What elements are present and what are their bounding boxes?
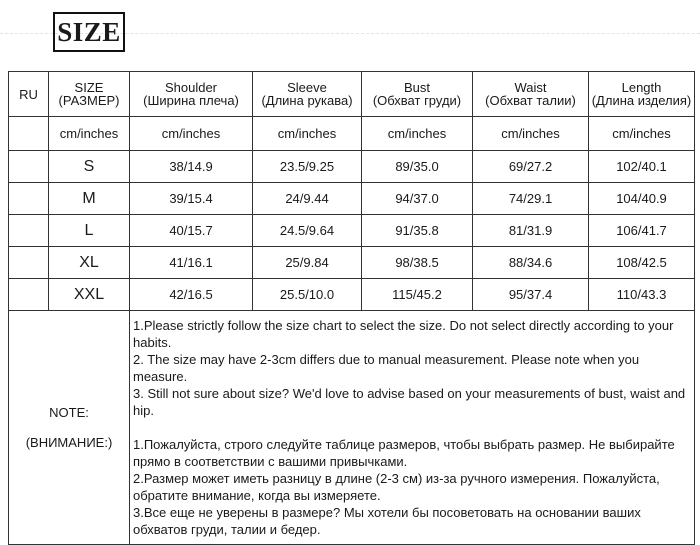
- row-blank: [9, 183, 49, 215]
- waist-cell: 69/27.2: [473, 151, 589, 183]
- sleeve-cell: 24.5/9.64: [253, 215, 362, 247]
- header-ru: RU: [9, 72, 49, 117]
- note-label-ru: (ВНИМАНИЕ:): [25, 434, 113, 450]
- shoulder-cell: 39/15.4: [130, 183, 253, 215]
- size-cell: XXL: [49, 279, 130, 311]
- row-blank: [9, 215, 49, 247]
- waist-cell: 95/37.4: [473, 279, 589, 311]
- sleeve-cell: 23.5/9.25: [253, 151, 362, 183]
- table-row: [9, 151, 695, 183]
- table-header-row: [9, 72, 695, 117]
- length-cell: 106/41.7: [589, 215, 695, 247]
- row-blank: [9, 279, 49, 311]
- header-shoulder: Shoulder (Ширина плеча): [130, 72, 253, 117]
- header-size: SIZE (РАЗМЕР): [49, 72, 130, 117]
- sleeve-cell: 25/9.84: [253, 247, 362, 279]
- row-blank: [9, 247, 49, 279]
- waist-cell: 81/31.9: [473, 215, 589, 247]
- unit-cell: cm/inches: [473, 117, 589, 151]
- shoulder-cell: 41/16.1: [130, 247, 253, 279]
- shoulder-cell: 38/14.9: [130, 151, 253, 183]
- table-row: [9, 183, 695, 215]
- shoulder-cell: 42/16.5: [130, 279, 253, 311]
- unit-cell: cm/inches: [49, 117, 130, 151]
- bust-cell: 94/37.0: [362, 183, 473, 215]
- header-bust: Bust (Обхват груди): [362, 72, 473, 117]
- waist-cell: 74/29.1: [473, 183, 589, 215]
- note-label-en: NOTE:: [49, 404, 89, 420]
- header-sleeve: Sleeve (Длина рукава): [253, 72, 362, 117]
- header-length: Length (Длина изделия): [589, 72, 695, 117]
- sleeve-cell: 25.5/10.0: [253, 279, 362, 311]
- unit-cell: cm/inches: [253, 117, 362, 151]
- size-cell: L: [49, 215, 130, 247]
- note-spacer: [133, 419, 686, 436]
- note-line-ru: 2.Размер может иметь разницу в длине (2-3 см) из-за ручного измерения. Пожалуйста, обратите внимание, когда вы измеряете.: [133, 471, 660, 503]
- page-title: SIZE: [53, 12, 125, 52]
- shoulder-cell: 40/15.7: [130, 215, 253, 247]
- bust-cell: 98/38.5: [362, 247, 473, 279]
- units-blank: [9, 117, 49, 151]
- units-row: [9, 117, 695, 151]
- note-line-ru: 1.Пожалуйста, строго следуйте таблице размеров, чтобы выбрать размер. Не выбирайте прямо в соответствии с вашими привычками.: [133, 437, 675, 469]
- size-cell: S: [49, 151, 130, 183]
- note-line-en: 2. The size may have 2-3cm differs due to manual measurement. Please note when you measure.: [133, 352, 640, 384]
- unit-cell: cm/inches: [130, 117, 253, 151]
- table-row: [9, 215, 695, 247]
- size-cell: M: [49, 183, 130, 215]
- header-waist: Waist (Обхват талии): [473, 72, 589, 117]
- bust-cell: 89/35.0: [362, 151, 473, 183]
- sleeve-cell: 24/9.44: [253, 183, 362, 215]
- note-label-cell: [9, 311, 130, 545]
- size-cell: XL: [49, 247, 130, 279]
- bust-cell: 115/45.2: [362, 279, 473, 311]
- table-row: [9, 247, 695, 279]
- unit-cell: cm/inches: [589, 117, 695, 151]
- note-line-en: 3. Still not sure about size? We'd love to advise based on your measurements of bust, waist and hip.: [133, 386, 686, 418]
- note-line-en: 1.Please strictly follow the size chart to select the size. Do not select directly according to your habits.: [133, 318, 674, 350]
- bust-cell: 91/35.8: [362, 215, 473, 247]
- length-cell: 102/40.1: [589, 151, 695, 183]
- length-cell: 104/40.9: [589, 183, 695, 215]
- note-text-cell: [130, 311, 695, 545]
- waist-cell: 88/34.6: [473, 247, 589, 279]
- size-chart-table: [8, 71, 695, 545]
- unit-cell: cm/inches: [362, 117, 473, 151]
- length-cell: 108/42.5: [589, 247, 695, 279]
- length-cell: 110/43.3: [589, 279, 695, 311]
- note-line-ru: 3.Все еще не уверены в размере? Мы хотели бы посоветовать на основании ваших обхватов груди, талии и бедер.: [133, 505, 641, 537]
- row-blank: [9, 151, 49, 183]
- table-row: [9, 279, 695, 311]
- note-row: [9, 311, 695, 545]
